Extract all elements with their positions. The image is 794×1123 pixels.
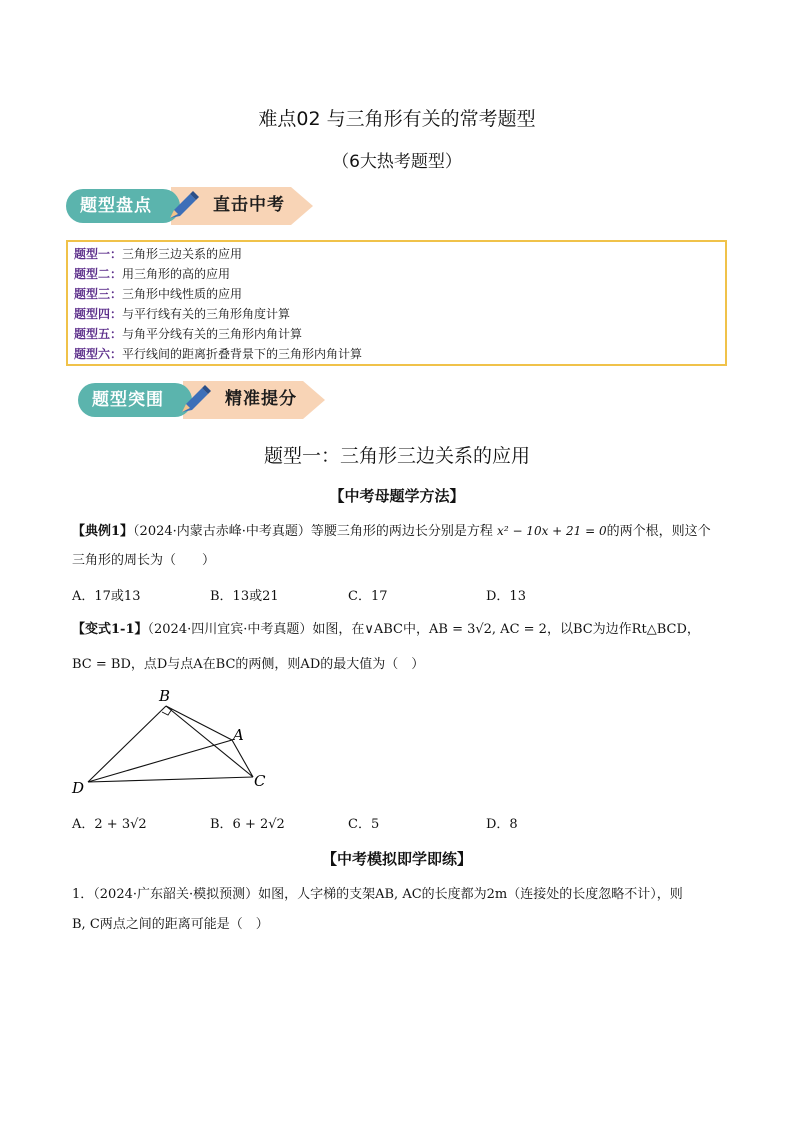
segment-ac bbox=[232, 740, 253, 777]
label-b: B bbox=[159, 687, 171, 705]
label-c: C bbox=[254, 772, 266, 790]
topic-item: 题型三：三角形中线性质的应用 bbox=[74, 287, 243, 301]
option-c: C．17 bbox=[348, 589, 388, 604]
topic-item: 题型二：用三角形的高的应用 bbox=[74, 267, 231, 281]
variant-line-2: BC = BD，点D与点A在BC的两侧，则AD的最大值为（ ） bbox=[72, 657, 425, 672]
variant-option-c: C．5 bbox=[348, 817, 380, 832]
banner-overview-right: 直击中考 bbox=[213, 195, 285, 215]
banner-practice-left: 题型突围 bbox=[78, 383, 192, 417]
variant-option-a: A．2 + 3√2 bbox=[72, 817, 147, 832]
problem-line-2: B, C两点之间的距离可能是（ ） bbox=[72, 917, 269, 932]
variant-line-1: 【变式1-1】（2024·四川宜宾·中考真题）如图，在∨ABC中，AB = 3√2, AC = 2，以BC为边作Rt△BCD， bbox=[72, 622, 700, 637]
segment-dc bbox=[88, 777, 253, 782]
banner-overview-left: 题型盘点 bbox=[66, 189, 180, 223]
option-b: B．13或21 bbox=[210, 589, 279, 604]
topic-item: 题型一：三角形三边关系的应用 bbox=[74, 247, 243, 261]
topic-item: 题型四：与平行线有关的三角形角度计算 bbox=[74, 307, 291, 321]
section-title: 题型一：三角形三边关系的应用 bbox=[263, 445, 530, 467]
example-line-2: 三角形的周长为（ ） bbox=[72, 553, 216, 568]
banner-practice bbox=[78, 380, 348, 420]
practice-heading: 【中考模拟即学即练】 bbox=[321, 850, 472, 868]
label-a: A bbox=[233, 726, 244, 744]
segment-ba bbox=[166, 706, 232, 740]
triangle-figure bbox=[66, 684, 286, 800]
option-d: D．13 bbox=[486, 589, 526, 604]
pen-icon bbox=[176, 382, 212, 418]
page-title: 难点02 与三角形有关的常考题型 bbox=[258, 108, 536, 130]
banner-practice-right: 精准提分 bbox=[225, 389, 297, 409]
variant-option-d: D．8 bbox=[486, 817, 518, 832]
label-d: D bbox=[72, 779, 85, 797]
variant-option-b: B．6 + 2√2 bbox=[210, 817, 285, 832]
topic-item: 题型六：平行线间的距离折叠背景下的三角形内角计算 bbox=[74, 347, 363, 361]
page-subtitle: （6大热考题型） bbox=[332, 152, 462, 172]
method-heading: 【中考母题学方法】 bbox=[329, 487, 465, 505]
topic-item: 题型五：与角平分线有关的三角形内角计算 bbox=[74, 327, 303, 341]
problem-line-1: 1．（2024·广东韶关·模拟预测）如图，人字梯的支架AB, AC的长度都为2m（连接处的长度忽略不计），则 bbox=[72, 887, 683, 902]
pen-icon bbox=[164, 188, 200, 224]
example-line-1: 【典例1】（2024·内蒙古赤峰·中考真题）等腰三角形的两边长分别是方程 x² − 10x + 21 = 0的两个根，则这个 bbox=[72, 524, 711, 539]
banner-overview bbox=[66, 186, 336, 226]
topic-list bbox=[66, 240, 727, 366]
option-a: A．17或13 bbox=[72, 589, 141, 604]
